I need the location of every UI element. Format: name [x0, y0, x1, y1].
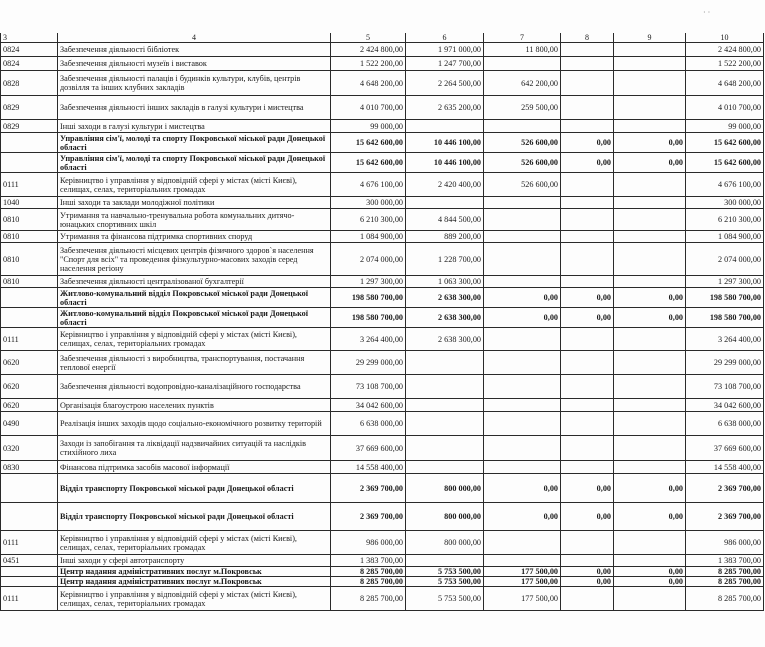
program-name-cell: Забезпечення діяльності водопровідно-каналізаційного господарства [58, 375, 331, 399]
amount-cell-c9: 0,00 [614, 288, 686, 308]
table-row [1, 71, 764, 96]
program-code-cell: 0620 [1, 375, 58, 399]
amount-cell-c7 [484, 351, 561, 375]
amount-cell-c10: 73 108 700,00 [686, 375, 764, 399]
amount-cell-c10: 1 297 300,00 [686, 276, 764, 288]
amount-cell-c10: 8 285 700,00 [686, 567, 764, 577]
amount-cell-c8: 0,00 [561, 474, 614, 503]
amount-cell-c6: 1 063 300,00 [406, 276, 484, 288]
table-row [1, 436, 764, 461]
amount-cell-c5: 73 108 700,00 [331, 375, 406, 399]
amount-cell-c5: 8 285 700,00 [331, 567, 406, 577]
amount-cell-c5: 6 210 300,00 [331, 209, 406, 231]
amount-cell-c5: 1 297 300,00 [331, 276, 406, 288]
amount-cell-c7 [484, 531, 561, 555]
amount-cell-c5: 8 285 700,00 [331, 587, 406, 611]
amount-cell-c5: 14 558 400,00 [331, 461, 406, 474]
amount-cell-c5: 4 648 200,00 [331, 71, 406, 96]
scan-speck: · · [703, 8, 711, 17]
amount-cell-c8 [561, 57, 614, 71]
amount-cell-c6: 2 638 300,00 [406, 328, 484, 351]
program-code-cell: 0111 [1, 328, 58, 351]
amount-cell-c6: 5 753 500,00 [406, 587, 484, 611]
amount-cell-c10: 99 000,00 [686, 120, 764, 133]
amount-cell-c6: 800 000,00 [406, 474, 484, 503]
program-name-cell: Реалізація інших заходів щодо соціально-економічного розвитку територій [58, 412, 331, 436]
program-code-cell: 1040 [1, 197, 58, 209]
program-code-cell: 0824 [1, 43, 58, 57]
table-row-department [1, 577, 764, 587]
amount-cell-c10: 198 580 700,00 [686, 308, 764, 328]
amount-cell-c10: 1 084 900,00 [686, 231, 764, 243]
amount-cell-c7: 177 500,00 [484, 567, 561, 577]
amount-cell-c7: 259 500,00 [484, 96, 561, 120]
program-name-cell: Житлово-комунальний відділ Покровської міської ради Донецької області [58, 288, 331, 308]
program-code-cell: 0111 [1, 531, 58, 555]
amount-cell-c9: 0,00 [614, 153, 686, 173]
amount-cell-c8 [561, 120, 614, 133]
table-row-department [1, 567, 764, 577]
amount-cell-c6 [406, 412, 484, 436]
amount-cell-c5: 986 000,00 [331, 531, 406, 555]
amount-cell-c10: 15 642 600,00 [686, 153, 764, 173]
program-name-cell: Інші заходи в галузі культури і мистецтва [58, 120, 331, 133]
program-name-cell: Фінансова підтримка засобів масової інформації [58, 461, 331, 474]
amount-cell-c9 [614, 351, 686, 375]
amount-cell-c5: 8 285 700,00 [331, 577, 406, 587]
amount-cell-c9 [614, 375, 686, 399]
program-name-cell: Заходи із запобігання та ліквідації надзвичайних ситуацій та наслідків стихійного лиха [58, 436, 331, 461]
budget-table [0, 33, 764, 611]
amount-cell-c5: 15 642 600,00 [331, 153, 406, 173]
program-name-cell: Керівництво і управління у відповідній сфері у містах (місті Києві), селищах, селах, територіальних громадах [58, 531, 331, 555]
amount-cell-c8 [561, 436, 614, 461]
amount-cell-c7 [484, 276, 561, 288]
amount-cell-c5: 3 264 400,00 [331, 328, 406, 351]
table-row [1, 412, 764, 436]
amount-cell-c9: 0,00 [614, 133, 686, 153]
amount-cell-c9: 0,00 [614, 567, 686, 577]
amount-cell-c7: 0,00 [484, 308, 561, 328]
amount-cell-c7 [484, 399, 561, 412]
amount-cell-c5: 37 669 600,00 [331, 436, 406, 461]
amount-cell-c7 [484, 120, 561, 133]
amount-cell-c10: 198 580 700,00 [686, 288, 764, 308]
amount-cell-c10: 4 010 700,00 [686, 96, 764, 120]
program-code-cell: 0111 [1, 173, 58, 197]
program-code-cell [1, 308, 58, 328]
amount-cell-c8 [561, 173, 614, 197]
amount-cell-c6: 10 446 100,00 [406, 133, 484, 153]
program-code-cell [1, 503, 58, 531]
amount-cell-c8 [561, 96, 614, 120]
program-name-cell: Організація благоустрою населених пунктів [58, 399, 331, 412]
amount-cell-c9: 0,00 [614, 308, 686, 328]
amount-cell-c7: 526 600,00 [484, 133, 561, 153]
column-number: 5 [331, 33, 406, 43]
program-name-cell: Забезпечення діяльності інших закладів в галузі культури і мистецтва [58, 96, 331, 120]
amount-cell-c6: 1 228 700,00 [406, 243, 484, 276]
amount-cell-c5: 2 424 800,00 [331, 43, 406, 57]
amount-cell-c8 [561, 399, 614, 412]
table-row-department [1, 288, 764, 308]
amount-cell-c5: 198 580 700,00 [331, 308, 406, 328]
table-row [1, 587, 764, 611]
amount-cell-c5: 2 074 000,00 [331, 243, 406, 276]
amount-cell-c6: 2 635 200,00 [406, 96, 484, 120]
amount-cell-c8 [561, 461, 614, 474]
amount-cell-c8 [561, 351, 614, 375]
amount-cell-c9 [614, 231, 686, 243]
amount-cell-c7 [484, 197, 561, 209]
amount-cell-c8 [561, 276, 614, 288]
amount-cell-c8 [561, 209, 614, 231]
amount-cell-c6: 1 247 700,00 [406, 57, 484, 71]
amount-cell-c9 [614, 531, 686, 555]
amount-cell-c9 [614, 276, 686, 288]
program-code-cell: 0620 [1, 399, 58, 412]
amount-cell-c10: 2 424 800,00 [686, 43, 764, 57]
amount-cell-c10: 6 210 300,00 [686, 209, 764, 231]
amount-cell-c6 [406, 555, 484, 567]
table-row [1, 399, 764, 412]
amount-cell-c9: 0,00 [614, 474, 686, 503]
amount-cell-c9 [614, 328, 686, 351]
amount-cell-c6: 1 971 000,00 [406, 43, 484, 57]
amount-cell-c5: 4 676 100,00 [331, 173, 406, 197]
column-number: 7 [484, 33, 561, 43]
table-row [1, 173, 764, 197]
program-name-cell: Інші заходи та заклади молодіжної політики [58, 197, 331, 209]
amount-cell-c7 [484, 412, 561, 436]
amount-cell-c9 [614, 57, 686, 71]
amount-cell-c5: 2 369 700,00 [331, 474, 406, 503]
amount-cell-c10: 8 285 700,00 [686, 577, 764, 587]
amount-cell-c5: 1 522 200,00 [331, 57, 406, 71]
amount-cell-c10: 37 669 600,00 [686, 436, 764, 461]
amount-cell-c7: 0,00 [484, 288, 561, 308]
table-row [1, 120, 764, 133]
table-row [1, 531, 764, 555]
amount-cell-c9 [614, 209, 686, 231]
amount-cell-c7 [484, 375, 561, 399]
amount-cell-c8 [561, 243, 614, 276]
program-code-cell: 0451 [1, 555, 58, 567]
amount-cell-c7 [484, 243, 561, 276]
amount-cell-c5: 6 638 000,00 [331, 412, 406, 436]
amount-cell-c8: 0,00 [561, 567, 614, 577]
amount-cell-c5: 4 010 700,00 [331, 96, 406, 120]
column-number: 4 [58, 33, 331, 43]
amount-cell-c6: 5 753 500,00 [406, 577, 484, 587]
program-name-cell: Забезпечення діяльності бібліотек [58, 43, 331, 57]
amount-cell-c9 [614, 412, 686, 436]
table-row-department [1, 503, 764, 531]
amount-cell-c10: 6 638 000,00 [686, 412, 764, 436]
amount-cell-c7: 177 500,00 [484, 587, 561, 611]
program-code-cell: 0490 [1, 412, 58, 436]
amount-cell-c6: 800 000,00 [406, 531, 484, 555]
program-code-cell: 0620 [1, 351, 58, 375]
amount-cell-c9 [614, 436, 686, 461]
amount-cell-c7 [484, 328, 561, 351]
amount-cell-c10: 2 369 700,00 [686, 474, 764, 503]
program-name-cell: Забезпечення діяльності музеїв і виставок [58, 57, 331, 71]
amount-cell-c6 [406, 436, 484, 461]
table-row [1, 243, 764, 276]
amount-cell-c7: 177 500,00 [484, 577, 561, 587]
amount-cell-c6: 2 638 300,00 [406, 308, 484, 328]
amount-cell-c9 [614, 461, 686, 474]
amount-cell-c10: 986 000,00 [686, 531, 764, 555]
amount-cell-c8 [561, 555, 614, 567]
amount-cell-c8: 0,00 [561, 153, 614, 173]
program-name-cell: Забезпечення діяльності палаців і будинків культури, клубів, центрів дозвілля та інших клубних закладів [58, 71, 331, 96]
amount-cell-c7: 0,00 [484, 474, 561, 503]
program-code-cell [1, 567, 58, 577]
amount-cell-c5: 1 084 900,00 [331, 231, 406, 243]
amount-cell-c8: 0,00 [561, 503, 614, 531]
amount-cell-c6: 889 200,00 [406, 231, 484, 243]
table-row [1, 461, 764, 474]
amount-cell-c10: 4 676 100,00 [686, 173, 764, 197]
program-code-cell [1, 577, 58, 587]
column-number: 9 [614, 33, 686, 43]
program-code-cell: 0810 [1, 209, 58, 231]
program-name-cell: Управління сім'ї, молоді та спорту Покровської міської ради Донецької області [58, 153, 331, 173]
column-number: 3 [1, 33, 58, 43]
program-code-cell: 0320 [1, 436, 58, 461]
amount-cell-c5: 15 642 600,00 [331, 133, 406, 153]
amount-cell-c7 [484, 461, 561, 474]
amount-cell-c10: 300 000,00 [686, 197, 764, 209]
table-row [1, 276, 764, 288]
amount-cell-c10: 8 285 700,00 [686, 587, 764, 611]
amount-cell-c9 [614, 173, 686, 197]
amount-cell-c7: 526 600,00 [484, 173, 561, 197]
amount-cell-c10: 15 642 600,00 [686, 133, 764, 153]
amount-cell-c6 [406, 120, 484, 133]
program-name-cell: Керівництво і управління у відповідній сфері у містах (місті Києві), селищах, селах, територіальних громадах [58, 328, 331, 351]
program-name-cell: Забезпечення діяльності централізованої бухгалтерії [58, 276, 331, 288]
program-code-cell: 0810 [1, 243, 58, 276]
amount-cell-c9 [614, 243, 686, 276]
amount-cell-c6: 2 420 400,00 [406, 173, 484, 197]
amount-cell-c5: 2 369 700,00 [331, 503, 406, 531]
amount-cell-c6: 2 264 500,00 [406, 71, 484, 96]
table-row [1, 351, 764, 375]
amount-cell-c8 [561, 328, 614, 351]
amount-cell-c10: 2 074 000,00 [686, 243, 764, 276]
amount-cell-c10: 2 369 700,00 [686, 503, 764, 531]
amount-cell-c9: 0,00 [614, 503, 686, 531]
amount-cell-c6: 2 638 300,00 [406, 288, 484, 308]
amount-cell-c6 [406, 197, 484, 209]
amount-cell-c8 [561, 43, 614, 57]
amount-cell-c10: 3 264 400,00 [686, 328, 764, 351]
amount-cell-c7 [484, 231, 561, 243]
program-code-cell [1, 474, 58, 503]
amount-cell-c9 [614, 71, 686, 96]
program-code-cell: 0830 [1, 461, 58, 474]
table-row [1, 57, 764, 71]
amount-cell-c10: 34 042 600,00 [686, 399, 764, 412]
amount-cell-c9 [614, 197, 686, 209]
table-row [1, 197, 764, 209]
amount-cell-c6 [406, 461, 484, 474]
table-row-department [1, 308, 764, 328]
amount-cell-c7 [484, 555, 561, 567]
table-row-department [1, 474, 764, 503]
amount-cell-c6: 800 000,00 [406, 503, 484, 531]
program-name-cell: Інші заходи у сфері автотранспорту [58, 555, 331, 567]
amount-cell-c9 [614, 555, 686, 567]
table-row [1, 43, 764, 57]
table-row-department [1, 153, 764, 173]
program-name-cell: Центр надання адміністративних послуг м.Покровськ [58, 577, 331, 587]
amount-cell-c7 [484, 209, 561, 231]
amount-cell-c8 [561, 197, 614, 209]
program-name-cell: Центр надання адміністративних послуг м.Покровськ [58, 567, 331, 577]
column-number-row [1, 33, 764, 43]
program-code-cell: 0828 [1, 71, 58, 96]
amount-cell-c7 [484, 436, 561, 461]
table-row [1, 375, 764, 399]
amount-cell-c10: 14 558 400,00 [686, 461, 764, 474]
amount-cell-c9 [614, 43, 686, 57]
amount-cell-c10: 4 648 200,00 [686, 71, 764, 96]
amount-cell-c10: 29 299 000,00 [686, 351, 764, 375]
amount-cell-c9: 0,00 [614, 577, 686, 587]
table-row [1, 555, 764, 567]
program-name-cell: Забезпечення діяльності з виробництва, транспортування, постачання теплової енергії [58, 351, 331, 375]
amount-cell-c8 [561, 71, 614, 96]
program-code-cell: 0829 [1, 120, 58, 133]
amount-cell-c9 [614, 120, 686, 133]
amount-cell-c9 [614, 587, 686, 611]
amount-cell-c8: 0,00 [561, 577, 614, 587]
program-code-cell [1, 133, 58, 153]
amount-cell-c8 [561, 231, 614, 243]
amount-cell-c6 [406, 351, 484, 375]
amount-cell-c6 [406, 399, 484, 412]
column-number: 10 [686, 33, 764, 43]
program-name-cell: Утримання та навчально-тренувальна робота комунальних дитячо-юнацьких спортивних шкіл [58, 209, 331, 231]
program-code-cell [1, 153, 58, 173]
program-name-cell: Відділ транспорту Покровської міської ради Донецької області [58, 474, 331, 503]
table-row [1, 328, 764, 351]
program-name-cell: Утримання та фінансова підтримка спортивних споруд [58, 231, 331, 243]
program-name-cell: Управління сім'ї, молоді та спорту Покровської міської ради Донецької області [58, 133, 331, 153]
program-name-cell: Житлово-комунальний відділ Покровської міської ради Донецької області [58, 308, 331, 328]
amount-cell-c6 [406, 375, 484, 399]
amount-cell-c8 [561, 375, 614, 399]
column-number: 8 [561, 33, 614, 43]
amount-cell-c6: 4 844 500,00 [406, 209, 484, 231]
amount-cell-c5: 29 299 000,00 [331, 351, 406, 375]
amount-cell-c7 [484, 57, 561, 71]
amount-cell-c9 [614, 96, 686, 120]
amount-cell-c10: 1 522 200,00 [686, 57, 764, 71]
amount-cell-c7: 526 600,00 [484, 153, 561, 173]
column-number: 6 [406, 33, 484, 43]
amount-cell-c5: 34 042 600,00 [331, 399, 406, 412]
amount-cell-c5: 99 000,00 [331, 120, 406, 133]
table-row [1, 96, 764, 120]
program-code-cell: 0810 [1, 276, 58, 288]
amount-cell-c7: 0,00 [484, 503, 561, 531]
table-row-department [1, 133, 764, 153]
amount-cell-c7: 642 200,00 [484, 71, 561, 96]
amount-cell-c8: 0,00 [561, 133, 614, 153]
program-code-cell: 0824 [1, 57, 58, 71]
amount-cell-c8: 0,00 [561, 288, 614, 308]
program-code-cell: 0111 [1, 587, 58, 611]
program-name-cell: Керівництво і управління у відповідній сфері у містах (місті Києві), селищах, селах, територіальних громадах [58, 587, 331, 611]
amount-cell-c9 [614, 399, 686, 412]
amount-cell-c7: 11 800,00 [484, 43, 561, 57]
table-row [1, 231, 764, 243]
program-name-cell: Відділ транспорту Покровської міської ради Донецької області [58, 503, 331, 531]
program-code-cell [1, 288, 58, 308]
amount-cell-c8 [561, 531, 614, 555]
amount-cell-c5: 198 580 700,00 [331, 288, 406, 308]
amount-cell-c6: 5 753 500,00 [406, 567, 484, 577]
amount-cell-c8 [561, 412, 614, 436]
program-code-cell: 0810 [1, 231, 58, 243]
amount-cell-c5: 1 383 700,00 [331, 555, 406, 567]
amount-cell-c8: 0,00 [561, 308, 614, 328]
program-code-cell: 0829 [1, 96, 58, 120]
amount-cell-c10: 1 383 700,00 [686, 555, 764, 567]
amount-cell-c5: 300 000,00 [331, 197, 406, 209]
program-name-cell: Керівництво і управління у відповідній сфері у містах (місті Києві), селищах, селах, територіальних громадах [58, 173, 331, 197]
table-row [1, 209, 764, 231]
amount-cell-c8 [561, 587, 614, 611]
program-name-cell: Забезпечення діяльності місцевих центрів фізичного здоров`я населення "Спорт для всіх" та проведення фізкультурно-масових заходів серед населення регіону [58, 243, 331, 276]
amount-cell-c6: 10 446 100,00 [406, 153, 484, 173]
